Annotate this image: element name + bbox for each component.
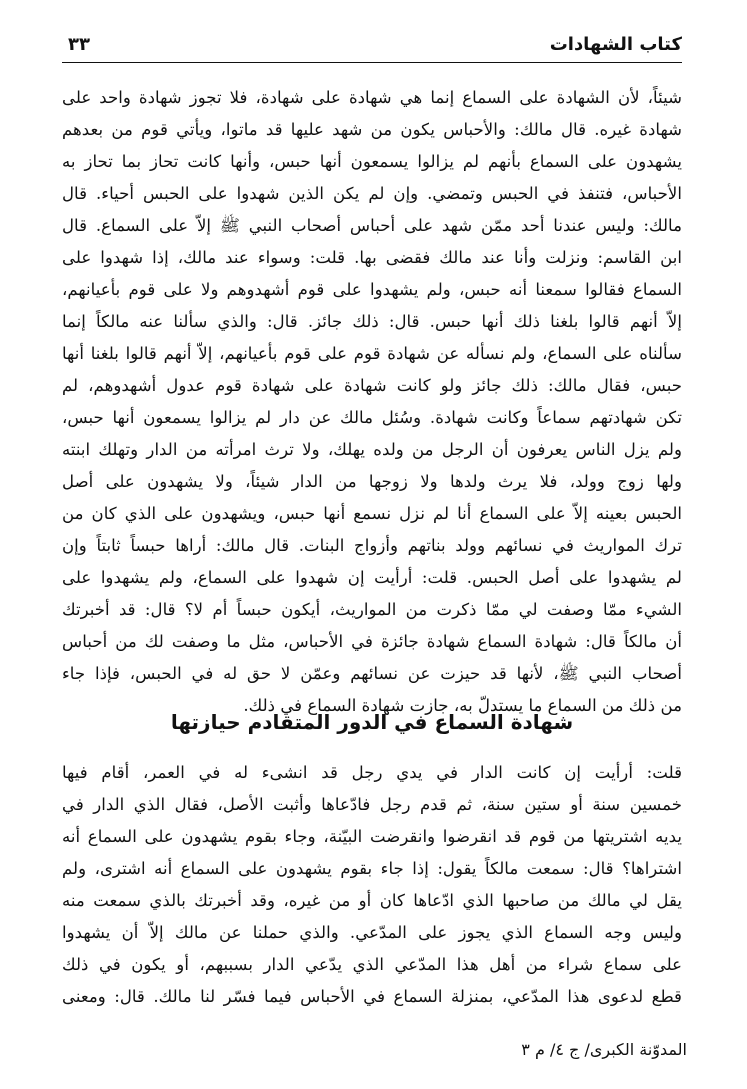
text-line: اشتراها؟ قال: سمعت مالكاً يقول: إذا جاء بقوم يشهدون على السماع أنه اشترى، ولم	[62, 859, 682, 878]
text-line: من ذلك من السماع ما يستدلّ به، جازت شهادة السماع في ذلك.	[243, 696, 682, 715]
text-line: وليس وجه السماع الذي يجوز على المدّعي. والذي حملنا عن مالك إلاّ أن يشهدوا	[62, 923, 682, 942]
signature-mark: المدوّنة الكبرى/ ج ٤/ م ٣	[521, 1040, 687, 1059]
text-line: ترك المواريث في نسائهم وولد بناتهم وأزواج البنات. قال مالك: أراها حبساً ثابتاً وإن	[62, 536, 682, 555]
text-line: الأحباس، فتنفذ في الحبس وتمضي. وإن لم يكن الذين شهدوا على الحبس أحياء. قال	[62, 184, 682, 203]
text-line: يقل لي مالك من صاحبها الذي ادّعاها كان أو من غيره، وقد أخبرتك بالذي سمعت منه	[62, 891, 682, 910]
text-line: الشيء ممّا وصفت لي ممّا ذكرت من المواريث، أيكون حبساً أم لا؟ قال: قد أخبرتك	[62, 600, 682, 619]
text-line: لم يشهدوا على أصل الحبس. قلت: أرأيت إن شهدوا على السماع، ولم يشهدوا على	[62, 568, 682, 587]
text-line: مالك: وليس عندنا أحد ممّن شهد على أحباس أصحاب النبي ﷺ إلاّ على السماع. قال	[62, 216, 682, 235]
text-line: ولم يزل الناس يعرفون أن الرجل من ولده يهلك، ولا ترث امرأته من الدار وتهلك ابنته	[62, 440, 682, 459]
section-heading: شهادة السماع في الدور المتقادم حيازتها	[170, 710, 574, 734]
text-line: إلاّ أنهم قالوا بلغنا ذلك أنها حبس. قال: ذلك جائز. قال: والذي سألنا عنه مالكاً إنما	[62, 312, 682, 331]
text-line: حبس، فقال مالك: ذلك جائز ولو كانت شهادة على شهادة قوم عدول أشهدوهم، لم	[62, 376, 682, 395]
text-line: شهادة غيره. قال مالك: والأحباس يكون من شهد عليها قد ماتوا، ويأتي قوم من بعدهم	[62, 120, 682, 139]
running-title: كتاب الشهادات	[549, 34, 682, 55]
page-number: ٣٣	[68, 34, 90, 55]
text-line: ابن القاسم: ونزلت وأنا عند مالك فقضى بها. قلت: وسواء عند مالك، إذا شهدوا على	[62, 248, 682, 267]
text-line: أن مالكاً قال: شهادة السماع شهادة جائزة في الأحباس، مثل ما وصفت لك من أحباس	[62, 632, 682, 651]
text-line: خمسين سنة أو ستين سنة، ثم قدم رجل فادّعاها وأثبت الأصل، فقال الذي الدار في	[62, 795, 682, 814]
paragraph-testimony-hearsay	[62, 82, 682, 722]
text-line: ولها زوج وولد، فلا يرث ولدها ولا زوجها من الدار شيئاً، ولا يشهدون على أصل	[62, 472, 682, 491]
text-line: قلت: أرأيت إن كانت الدار في يدي رجل قد انشىء له في العمر، أقام فيها	[62, 763, 682, 782]
text-line: أصحاب النبي ﷺ، لأنها قد حيزت عن نسائهم وعمّن لا حق له في الحبس، فإذا جاء	[62, 664, 682, 683]
page-header	[62, 28, 682, 63]
text-line: على سماع شراء من أهل هذا المدّعي الذي يدّعي الدار بسببهم، أو يكون في ذلك	[62, 955, 682, 974]
text-line: يديه اشتريتها من قوم قد انقرضوا وانقرضت البيّنة، وجاء بقوم يشهدون على السماع أنه	[62, 827, 682, 846]
text-line: السماع فقالوا سمعنا أنه حبس، ولم يشهدوا على قوم أشهدوهم ولا على قوم بأعيانهم،	[62, 280, 682, 299]
text-line: قطع لدعوى هذا المدّعي، بمنزلة السماع في الأحباس فيما فسّر لنا مالك. قال: ومعنى	[62, 987, 682, 1006]
paragraph-old-possession	[62, 757, 682, 1013]
text-line: تكن شهادتهم سماعاً وكانت شهادة. وسُئل مالك عن دار لم يزالوا يسمعون أنها حبس،	[62, 408, 682, 427]
text-line: يشهدون على السماع بأنهم لم يزالوا يسمعون أنها حبس، وأنها كانت تحاز بما تحاز به	[62, 152, 682, 171]
text-line: سألناه على السماع، ولم نسأله عن شهادة قوم على قوم بأعيانهم، إلاّ أنهم قالوا بلغنا أنها	[62, 344, 682, 363]
text-line: شيئاً، لأن الشهادة على السماع إنما هي شهادة على شهادة، فلا تجوز شهادة واحد على	[62, 88, 682, 107]
text-line: الحبس بعينه إلاّ على السماع أنا لم نزل نسمع أنها حبس، ويشهدون على الذي كان من	[62, 504, 682, 523]
